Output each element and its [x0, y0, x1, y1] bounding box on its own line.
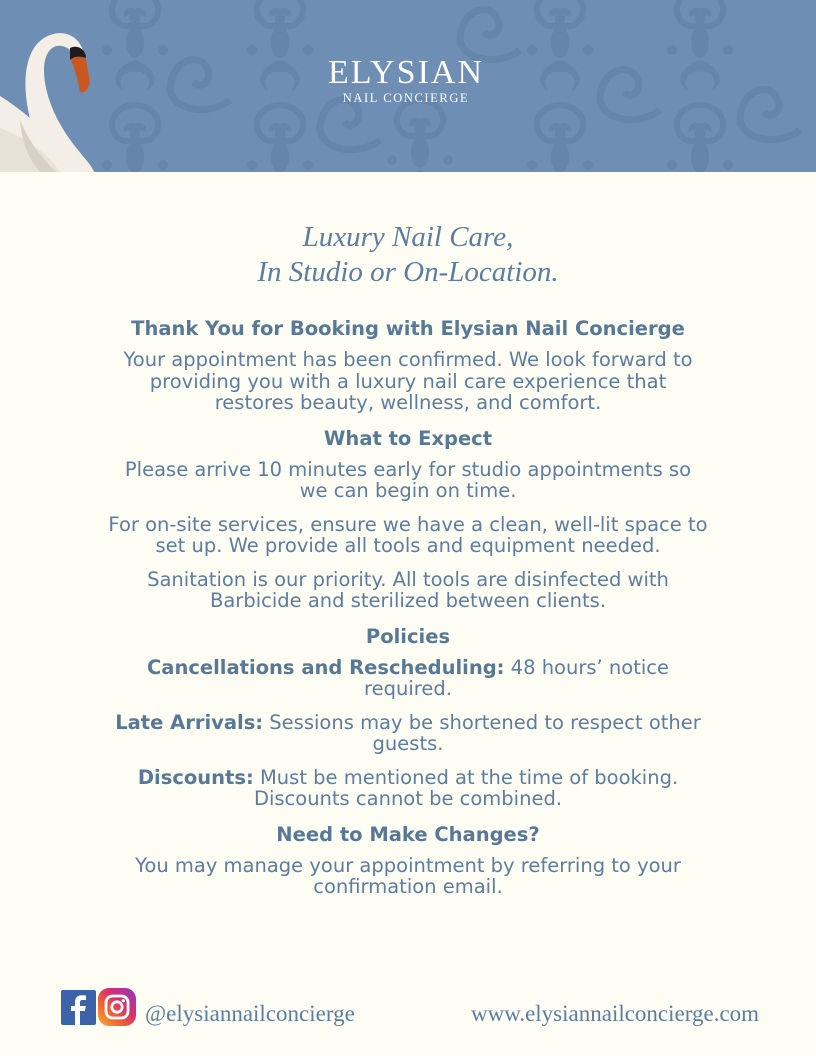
expect-sanitation-text: Sanitation is our priority. All tools are disinfected with Barbicide and sterilized between clients. — [147, 567, 669, 612]
policy-discounts-text: Must be mentioned at the time of booking. Discounts cannot be combined. — [253, 765, 679, 810]
expect-onsite-text: For on-site services, ensure we have a clean, well-lit space to set up. We provide all tools and equipment needed. — [108, 512, 708, 557]
policy-cancellations — [108, 657, 708, 700]
main-content — [108, 316, 708, 910]
policy-late-label: Late Arrivals: — [115, 710, 264, 734]
facebook-glyph-icon — [61, 990, 96, 1025]
brand-name: ELYSIAN — [327, 54, 485, 91]
tagline — [0, 220, 816, 290]
heading-need-changes: Need to Make Changes? — [276, 822, 540, 846]
instagram-glyph-icon — [98, 988, 136, 1026]
policy-late-arrivals — [108, 712, 708, 755]
policy-late-text: Sessions may be shortened to respect other guests. — [263, 710, 701, 755]
social-handle[interactable]: @elysiannailconcierge — [145, 1001, 355, 1026]
policy-discounts-label: Discounts: — [137, 765, 254, 789]
facebook-icon[interactable] — [61, 990, 96, 1025]
tagline-line-2: In Studio or On-Location. — [257, 256, 559, 288]
instagram-icon[interactable] — [98, 988, 136, 1026]
heading-what-to-expect: What to Expect — [323, 426, 493, 450]
policy-cancellations-text: 48 hours’ notice required. — [364, 655, 669, 700]
expect-arrival-text: Please arrive 10 minutes early for studio appointments so we can begin on time. — [124, 457, 692, 502]
heading-policies: Policies — [365, 624, 451, 648]
changes-text: You may manage your appointment by referring to your confirmation email. — [135, 853, 681, 898]
confirmation-text: Your appointment has been confirmed. We look forward to providing you with a luxury nail care experience that restores beauty, wellness, and comfort. — [123, 348, 693, 414]
policy-discounts — [108, 767, 708, 810]
heading-thank-you: Thank You for Booking with Elysian Nail Concierge — [131, 317, 685, 340]
brand-subtitle: NAIL CONCIERGE — [342, 91, 470, 105]
tagline-line-1: Luxury Nail Care, — [302, 221, 514, 253]
policy-cancellations-label: Cancellations and Rescheduling: — [146, 655, 505, 679]
brand-logo — [0, 56, 816, 105]
header-banner — [0, 0, 816, 172]
website-link[interactable]: www.elysiannailconcierge.com — [471, 1001, 760, 1026]
